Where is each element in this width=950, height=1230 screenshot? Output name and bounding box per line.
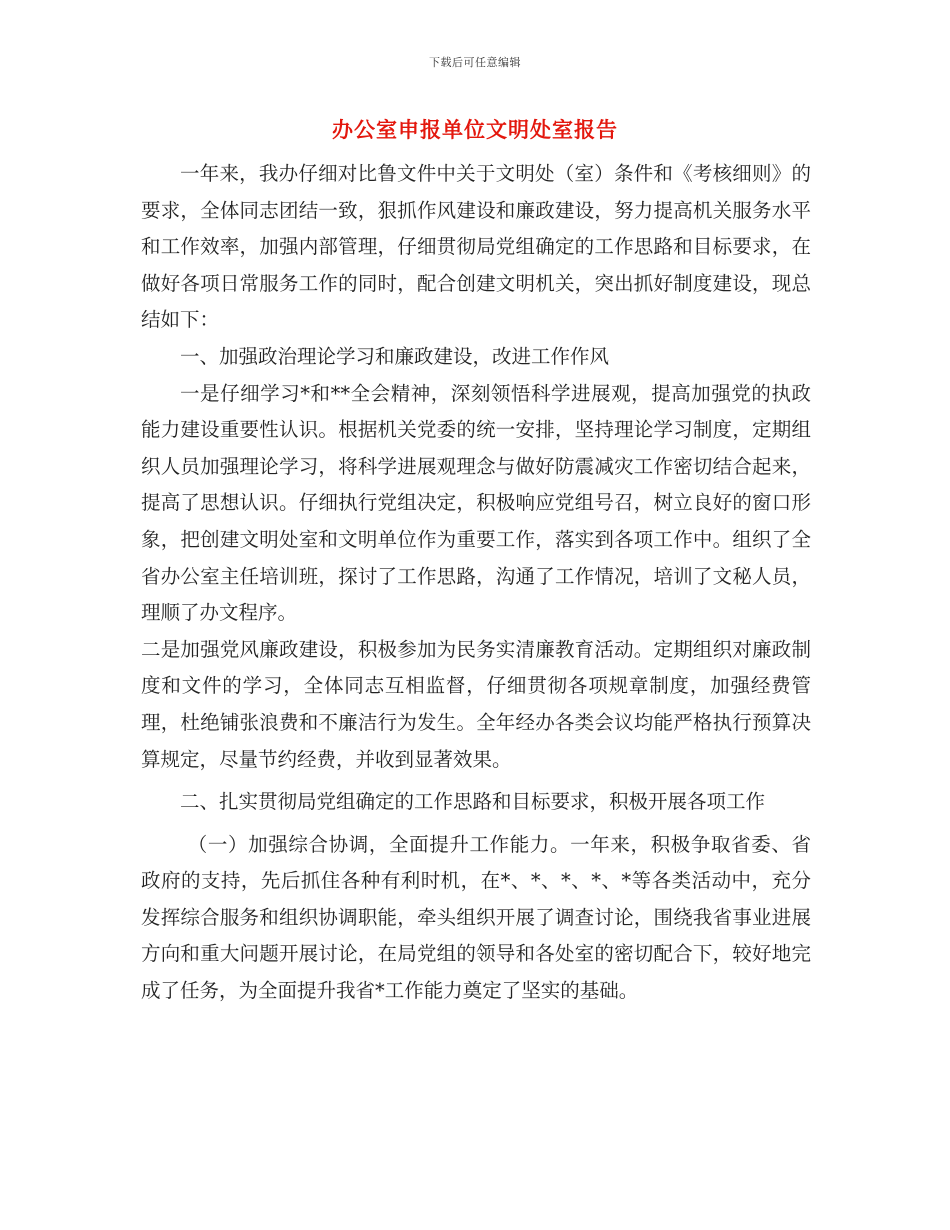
paragraph-study: 一是仔细学习*和**全会精神，深刻领悟科学进展观，提高加强党的执政能力建设重要性认识。根据机关党委的统一安排，坚持理论学习制度，定期组织人员加强理论学习，将科学进展观理念与做好防震减灾工作密切结合起来，提高了思想认识。仔细执行党组决定，积极响应党组号召，树立良好的窗口形象，把创建文明处室和文明单位作为重要工作，落实到各项工作中。组织了全省办公室主任培训班，探讨了工作思路，沟通了工作情况，培训了文秘人员，理顺了办文程序。 (141, 381, 811, 625)
section-heading-1: 一、加强政治理论学习和廉政建设，改进工作作风 (180, 344, 610, 368)
document-title: 办公室申报单位文明处室报告 (332, 117, 618, 142)
section-heading-2: 二、扎实贯彻局党组确定的工作思路和目标要求，积极开展各项工作 (180, 790, 766, 814)
document-body (141, 156, 811, 1010)
header-note: 下载后可任意编辑 (429, 56, 521, 69)
paragraph-coordination: （一）加强综合协调，全面提升工作能力。一年来，积极争取省委、省政府的支持，先后抓住各种有利时机，在*、*、*、*、*等各类活动中，充分发挥综合服务和组织协调职能，牵头组织开展了调查讨论，围绕我省事业进展方向和重大问题开展讨论，在局党组的领导和各处室的密切配合下，较好地完成了任务，为全面提升我省*工作能力奠定了坚实的基础。 (141, 832, 811, 1003)
paragraph-intro: 一年来，我办仔细对比鲁文件中关于文明处（室）条件和《考核细则》的要求，全体同志团结一致，狠抓作风建设和廉政建设，努力提高机关服务水平和工作效率，加强内部管理，仔细贯彻局党组确定的工作思路和目标要求，在做好各项日常服务工作的同时，配合创建文明机关，突出抓好制度建设，现总结如下： (141, 162, 811, 332)
paragraph-integrity: 二是加强党风廉政建设，积极参加为民务实清廉教育活动。定期组织对廉政制度和文件的学习，全体同志互相监督，仔细贯彻各项规章制度，加强经费管理，杜绝铺张浪费和不廉洁行为发生。全年经办各类会议均能严格执行预算决算规定，尽量节约经费，并收到显著效果。 (141, 637, 811, 771)
